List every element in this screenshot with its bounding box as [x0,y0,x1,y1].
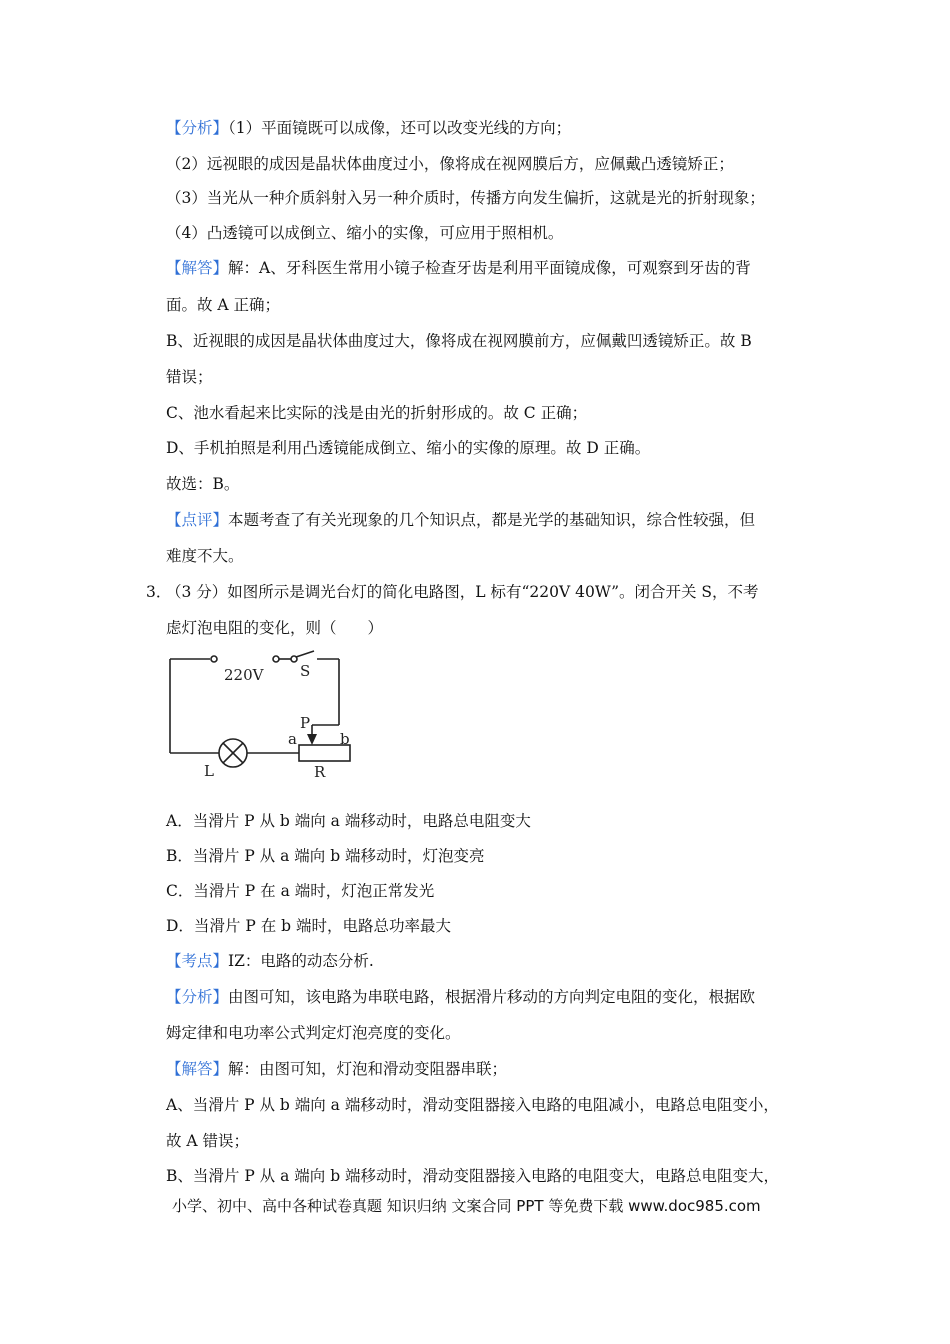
end-a-label: a [288,730,297,748]
end-b-label: b [340,730,350,748]
analysis3-line-2: 姆定律和电功率公式判定灯泡亮度的变化。 [166,1024,461,1042]
comment-tag: 【点评】 [166,511,229,529]
analysis-line-1 [166,118,571,138]
answer3-text: 解：由图可知，灯泡和滑动变阻器串联； [228,1060,508,1078]
terminal-left [211,656,217,662]
analysis-line-2: （2）远视眼的成因是晶状体曲度过小，像将成在视网膜后方，应佩戴凸透镜矫正； [166,155,734,173]
question-stem-line-1: （3 分）如图所示是调光台灯的简化电路图，L 标有“220V 40W”。闭合开关 S，不考 [166,583,759,601]
terminal-right [273,656,279,662]
analysis-line-4: （4）凸透镜可以成倒立、缩小的实像，可应用于照相机。 [166,224,564,242]
answer-line-5: C、池水看起来比实际的浅是由光的折射形成的。故 C 正确； [166,404,588,422]
question-number: 3． [146,583,172,601]
slider-arrow-icon [307,734,317,745]
option-b: B．当滑片 P 从 a 端向 b 端移动时，灯泡变亮 [166,847,485,865]
switch-blade [296,651,314,657]
analysis-tag: 【分析】 [166,119,229,137]
option-d: D．当滑片 P 在 b 端时，电路总功率最大 [166,917,451,935]
lamp-label: L [204,762,214,780]
footer-text: 小学、初中、高中各种试卷真题 知识归纳 文案合同 PPT 等免费下载 www.doc985.com [172,1197,761,1215]
kaodian-line [166,951,374,971]
switch-label: S [300,662,311,680]
answer3-line-2: A、当滑片 P 从 b 端向 a 端移动时，滑动变阻器接入电路的电阻减小，电路总电阻变小， [166,1096,779,1114]
comment-text: 本题考查了有关光现象的几个知识点，都是光学的基础知识，综合性较强，但 [228,511,756,529]
rheostat-label: R [314,763,326,781]
answer3-line-1 [166,1059,507,1079]
analysis3-text: 由图可知，该电路为串联电路，根据滑片移动的方向判定电阻的变化，根据欧 [228,988,756,1006]
option-a: A．当滑片 P 从 b 端向 a 端移动时，电路总电阻变大 [166,812,531,830]
analysis-text: （1）平面镜既可以成像，还可以改变光线的方向； [228,119,572,137]
answer-line-4: 错误； [166,368,213,386]
kaodian-tag: 【考点】 [166,952,229,970]
option-c: C．当滑片 P 在 a 端时，灯泡正常发光 [166,882,435,900]
answer-line-6: D、手机拍照是利用凸透镜能成倒立、缩小的实像的原理。故 D 正确。 [166,439,651,457]
answer-line-3: B、近视眼的成因是晶状体曲度过大，像将成在视网膜前方，应佩戴凹透镜矫正。故 B [166,332,752,350]
answer3-line-3: 故 A 错误； [166,1132,250,1150]
comment-line-1 [166,510,755,530]
answer-tag: 【解答】 [166,259,229,277]
answer3-tag: 【解答】 [166,1060,229,1078]
question-stem-line-2: 虑灯泡电阻的变化，则（ ） [166,619,384,637]
answer-line-7: 故选：B。 [166,475,240,493]
slider-label: P [300,714,311,732]
kaodian-text: IZ：电路的动态分析. [228,952,374,970]
analysis-line-3: （3）当光从一种介质斜射入另一种介质时，传播方向发生偏折，这就是光的折射现象； [166,189,765,207]
comment-line-2: 难度不大。 [166,547,244,565]
answer3-line-4: B、当滑片 P 从 a 端向 b 端移动时，滑动变阻器接入电路的电阻变大，电路总电阻变大， [166,1167,780,1185]
answer-text: 解：A、牙科医生常用小镜子检查牙齿是利用平面镜成像，可观察到牙齿的背 [228,259,751,277]
analysis3-line-1 [166,987,755,1007]
circuit-diagram [162,648,362,788]
voltage-label: 220V [224,666,264,684]
answer-line-1 [166,258,751,278]
answer-line-2: 面。故 A 正确； [166,296,281,314]
analysis3-tag: 【分析】 [166,988,229,1006]
